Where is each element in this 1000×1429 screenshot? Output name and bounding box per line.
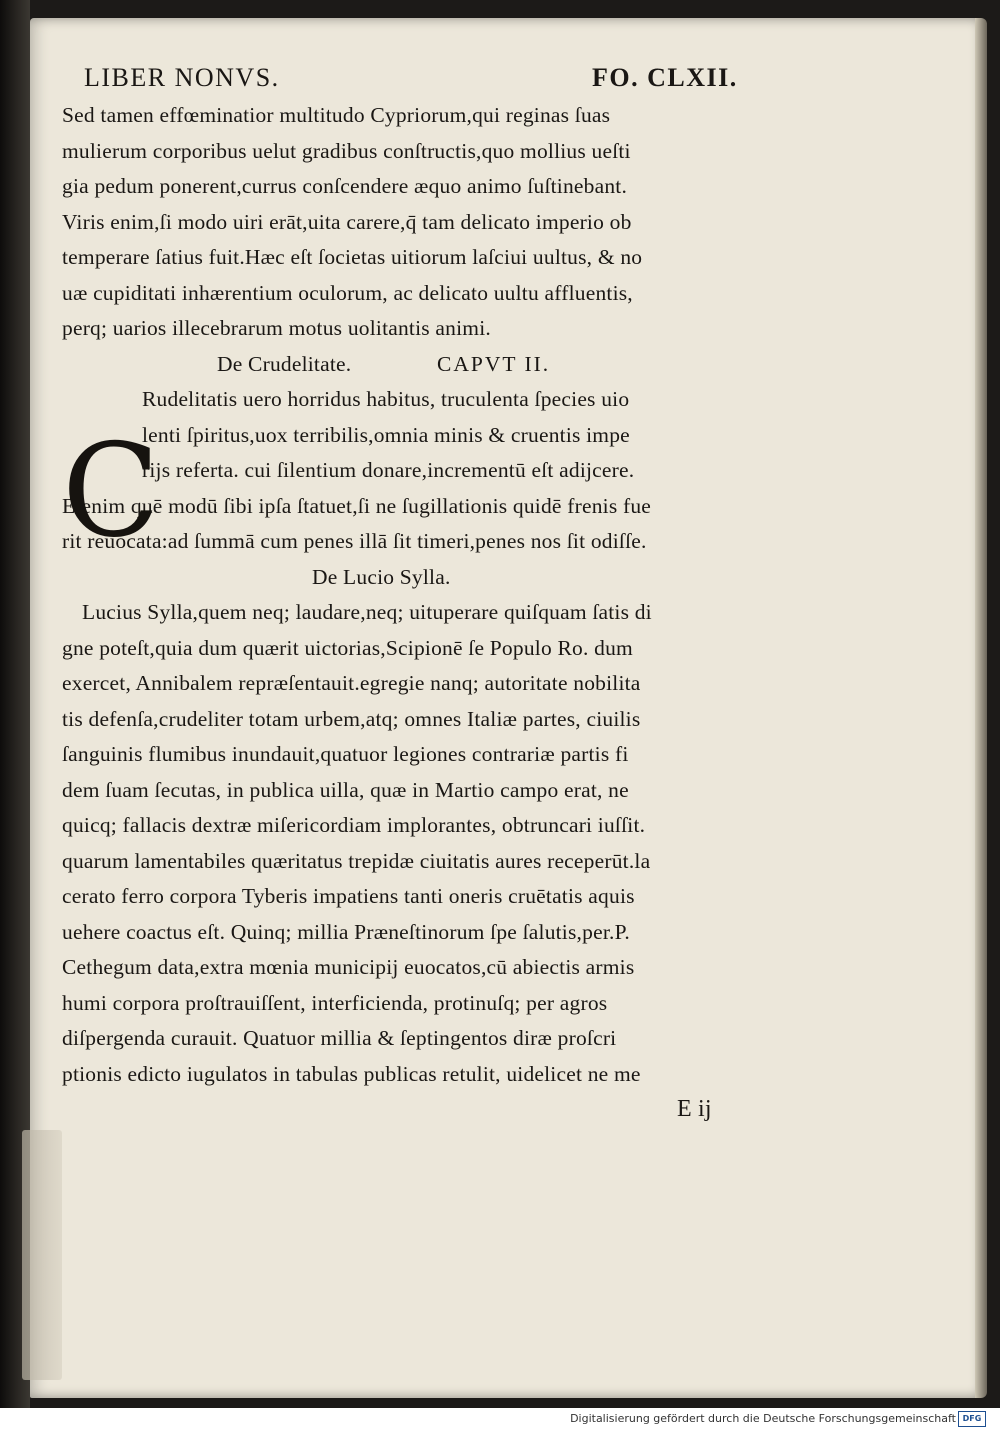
- text-line: quicq; fallacis dextræ miſericordiam implorantes, obtruncari iuſſit.: [62, 813, 646, 837]
- running-head: LIBER NONVS.: [84, 63, 280, 92]
- text-line: rijs referta. cui ſilentium donare,incrementū eſt adijcere.: [142, 458, 635, 482]
- chapter-title: De Crudelitate.: [217, 351, 352, 376]
- text-line: cerato ferro corpora Tyberis impatiens tanti oneris cruētatis aquis: [62, 884, 635, 908]
- text-line: tis defenſa,crudeliter totam urbem,atq; omnes Italiæ partes, ciuilis: [62, 706, 641, 731]
- text-line: uæ cupiditati inhærentium oculorum, ac delicato uultu affluentis,: [62, 280, 633, 305]
- text-line: lenti ſpiritus,uox terribilis,omnia minis & cruentis impe: [142, 422, 630, 447]
- binding-strip: [22, 1130, 62, 1380]
- text-line: mulierum corporibus uelut gradibus conſtructis,quo mollius ueſti: [62, 138, 631, 163]
- section-heading: De Lucio Sylla.: [312, 564, 451, 589]
- chapter-heading: [62, 347, 782, 383]
- text-line: ſanguinis flumibus inundauit,quatuor legiones contrariæ partis fi: [62, 742, 629, 766]
- text-line: Cethegum data,extra mœnia municipij euocatos,cū abiectis armis: [62, 955, 635, 979]
- text-line: Sed tamen effœminatior multitudo Cypriorum,qui reginas ſuas: [62, 103, 611, 127]
- page-header: [62, 58, 782, 98]
- text-line: gia pedum ponerent,currus conſcendere æquo animo ſuſtinebant.: [62, 174, 628, 198]
- chapter-number: CAPVT II.: [437, 351, 551, 376]
- folio-number: FO. CLXII.: [592, 63, 738, 92]
- paragraph-cyprians: [62, 98, 782, 347]
- footer-bar: [0, 1408, 1000, 1429]
- text-line: rit reuocata:ad ſummā cum penes illā ſit timeri,penes nos ſit odiſſe.: [62, 529, 647, 553]
- paragraph-sulla: [62, 595, 782, 1092]
- page-fore-edge: [975, 18, 987, 1398]
- page-text: [62, 58, 782, 1128]
- text-line: diſpergenda curauit. Quatuor millia & ſeptingentos diræ proſcri: [62, 1026, 617, 1050]
- text-line: ptionis edicto iugulatos in tabulas publicas retulit, uidelicet ne me: [62, 1061, 641, 1086]
- dfg-logo-icon: DFG: [958, 1411, 986, 1427]
- text-line: uehere coactus eſt. Quinq; millia Præneſtinorum ſpe ſalutis,per.P.: [62, 919, 630, 944]
- text-line: temperare ſatius fuit.Hæc eſt ſocietas uitiorum laſciui uultus, & no: [62, 245, 643, 269]
- drop-cap-initial: C: [62, 417, 161, 566]
- text-line: gne poteſt,quia dum quærit uictorias,Scipionē ſe Populo Ro. dum: [62, 635, 633, 660]
- funding-credit: Digitalisierung gefördert durch die Deutsche Forschungsgemeinschaft: [570, 1412, 956, 1425]
- paragraph-crudelitas: [62, 382, 782, 566]
- text-line: perq; uarios illecebrarum motus uolitantis animi.: [62, 316, 491, 340]
- text-line: humi corpora proſtrauiſſent, interficienda, protinuſq; per agros: [62, 990, 608, 1015]
- text-line: dem ſuam ſecutas, in publica uilla, quæ in Martio campo erat, ne: [62, 777, 629, 802]
- text-line: exercet, Annibalem repræſentauit.egregie nanq; autoritate nobilita: [62, 671, 641, 695]
- signature-mark: E ij: [677, 1096, 712, 1122]
- text-line: Viris enim,ſi modo uiri erāt,uita carere,q̄ tam delicato imperio ob: [62, 209, 632, 234]
- text-line: quarum lamentabiles quæritatus trepidæ ciuitatis aures receperūt.la: [62, 848, 651, 873]
- text-line: Etenim quē modū ſibi ipſa ſtatuet,ſi ne ſugillationis quidē frenis fue: [62, 493, 652, 518]
- text-line: Lucius Sylla,quem neq; laudare,neq; uituperare quiſquam ſatis di: [82, 600, 652, 624]
- text-line: Rudelitatis uero horridus habitus, truculenta ſpecies uio: [142, 387, 630, 411]
